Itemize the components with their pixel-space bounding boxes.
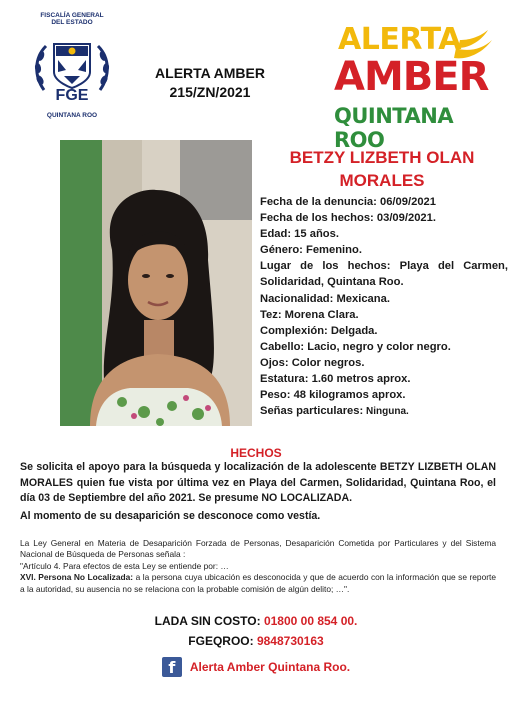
fgeqroo-contact: [0, 634, 512, 648]
person-portrait-icon: [60, 140, 252, 426]
facebook-icon: f: [162, 657, 182, 677]
detail-peso: Peso: 48 kilogramos aprox.: [260, 389, 406, 402]
legal-text: [20, 538, 496, 595]
fgeqroo-label: FGEQROO:: [188, 634, 257, 648]
fge-line1: FISCALÍA GENERAL: [40, 12, 104, 19]
alert-case-number: 215/ZN/2021: [169, 84, 251, 100]
detail-senas: [260, 403, 508, 420]
legal-line1: La Ley General en Materia de Desaparición Forzada de Personas, Desaparición Cometida por Particulares y del Sistema Nacional de Búsqueda de Personas señala :: [20, 538, 496, 560]
detail-complexion: Complexión: Delgada.: [260, 324, 378, 337]
hechos-body: Se solicita el apoyo para la búsqueda y localización de la adolescente BETZY LIZBETH OLAN MORALES quien fue vista por última vez en Playa del Carmen, Solidaridad, Quintana Roo, el día 03 de Septiembre del año 2021. Se presume NO LOCALIZADA.: [20, 461, 496, 504]
detail-ojos: Ojos: Color negros.: [260, 356, 365, 369]
person-name-line2: MORALES: [339, 171, 425, 190]
alerta-amber-logo: [318, 22, 503, 152]
facebook-link[interactable]: [0, 654, 512, 680]
person-details: [260, 194, 508, 420]
detail-fecha-hechos: Fecha de los hechos: 03/09/2021.: [260, 212, 436, 225]
detail-nacionalidad: Nacionalidad: Mexicana.: [260, 292, 390, 305]
fgeqroo-number[interactable]: 9848730163: [256, 634, 324, 648]
logo-word-state: QUINTANA ROO: [334, 104, 454, 152]
detail-estatura: Estatura: 1.60 metros aprox.: [260, 373, 411, 386]
lada-contact: [0, 614, 512, 628]
hechos-clothing: Al momento de su desaparición se desconoce como vestía.: [20, 510, 321, 522]
legal-line3-label: XVI. Persona No Localizada:: [20, 572, 134, 583]
detail-cabello: Cabello: Lacio, negro y color negro.: [260, 340, 451, 353]
detail-senas-label: Señas particulares:: [260, 405, 364, 418]
detail-tez: Tez: Morena Clara.: [260, 308, 359, 321]
detail-fecha-denuncia: Fecha de la denuncia: 06/09/2021: [260, 196, 436, 208]
detail-lugar: Lugar de los hechos: Playa del Carmen, Solidaridad, Quintana Roo.: [260, 260, 508, 289]
hechos-heading: HECHOS: [230, 446, 282, 460]
fge-state: QUINTANA ROO: [46, 112, 98, 119]
detail-edad: Edad: 15 años.: [260, 228, 339, 241]
lada-number[interactable]: 01800 00 854 00.: [263, 614, 358, 628]
lada-label: LADA SIN COSTO:: [154, 614, 264, 628]
logo-word-amber: AMBER: [334, 54, 489, 100]
legal-line3-text: a la persona cuya ubicación es desconocida y que de acuerdo con la información que se reporte a la autoridad, su ausencia no se relaciona con la probable comisión de algún delito; …".: [20, 572, 496, 594]
logo-word-alerta: ALERTA: [338, 22, 461, 57]
alert-title: [140, 64, 280, 102]
detail-genero: Género: Femenino.: [260, 244, 362, 257]
fge-logo: [18, 12, 126, 124]
legal-line3: [20, 572, 496, 595]
person-name-line1: BETZY LIZBETH OLAN: [289, 148, 475, 167]
fge-line2: DEL ESTADO: [51, 19, 93, 26]
missing-person-photo: [60, 140, 252, 426]
alert-title-line1: ALERTA AMBER: [155, 65, 265, 81]
svg-text:FGE: FGE: [55, 87, 89, 102]
facebook-page-name[interactable]: Alerta Amber Quintana Roo.: [189, 660, 351, 674]
detail-senas-value: Ninguna.: [363, 406, 409, 418]
legal-line2: "Artículo 4. Para efectos de esta Ley se entiende por: …: [20, 560, 229, 571]
fge-emblem-icon: [32, 32, 112, 102]
fge-agency-name: [18, 12, 126, 26]
person-name: [260, 146, 504, 192]
